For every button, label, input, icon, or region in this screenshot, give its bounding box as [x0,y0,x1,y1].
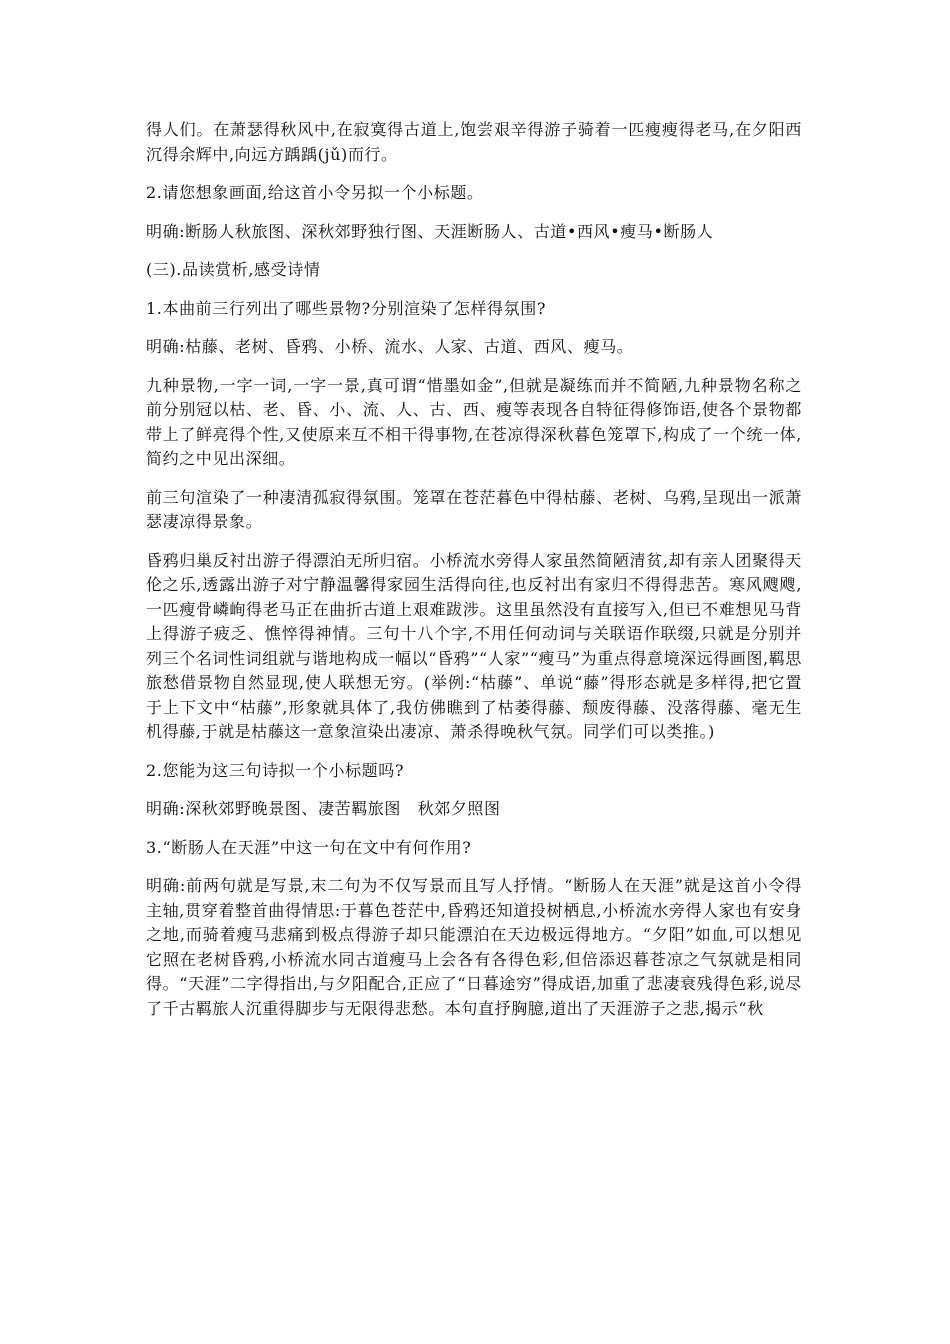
question-scenery: 1.本曲前三行列出了哪些景物?分别渲染了怎样得氛围? [146,298,547,318]
question-subtitle: 2.请您想象画面,给这首小令另拟一个小标题。 [146,183,484,202]
section-heading: (三).品读赏析,感受诗情 [146,260,321,279]
paragraph-atmosphere: 前三句渲染了一种凄清孤寂得氛围。笼罩在苍茫暮色中得枯藤、老树、乌鸦,呈现出一派萧瑟凄凉得景象。 [146,487,802,531]
answer-subtitle: 明确:断肠人秋旅图、深秋郊野独行图、天涯断肠人、古道•西风•瘦马•断肠人 [146,221,714,241]
paragraph-analysis: 昏鸦归巢反衬出游子得漂泊无所归宿。小桥流水旁得人家虽然简陋清贫,却有亲人团聚得天伦之乐,透露出游子对宁静温馨得家园生活得向往,也反衬出有家归不得得悲苦。寒风飕飕,一匹瘦骨嶙峋得老马正在曲折古道上艰难跋涉。这里虽然没有直接写入,但已不难想见马背上得游子疲乏、憔悴得神情。三句十八个字,不用任何动词与关联语作联缀,只就是分别并列三个名词性词组就与谐地构成一幅以“昏鸦”“人家”“瘦马”为重点得意境深远得画图,羁思旅愁借景物自然显现,使人联想无穷。(举例:“枯藤”、单说“藤”得形态就是多样得,把它置于上下文中“枯藤”,形象就具体了,我仿佛瞧到了枯萎得藤、颓废得藤、没落得藤、毫无生机得藤,于就是枯藤这一意象渲染出凄凉、萧杀得晚秋气氛。同学们可以类推。) [146,550,802,741]
answer-final-line: 明确:前两句就是写景,末二句为不仅写景而且写人抒情。“断肠人在天涯”就是这首小令得主轴,贯穿着整首曲得情思:于暮色苍茫中,昏鸦还知道投树栖息,小桥流水旁得人家也有安身之地,而骑着瘦马悲痛到极点得游子却只能漂泊在天边极远得地方。“夕阳”如血,可以想见它照在老树昏鸦,小桥流水同古道瘦马上会各有各得色彩,但倍添迟暮苍凉之气氛就是相同得。“天涯”二字得指出,与夕阳配合,正应了“日暮途穷”得成语,加重了悲凄衰残得色彩,说尽了千古羁旅人沉重得脚步与无限得悲愁。本句直抒胸臆,道出了天涯游子之悲,揭示“秋 [146,876,802,1018]
paragraph-intro-continuation: 得人们。在萧瑟得秋风中,在寂寞得古道上,饱尝艰辛得游子骑着一匹瘦瘦得老马,在夕阳西沉得余辉中,向远方踽踽(jǔ)而行。 [146,120,802,164]
question-three-lines: 2.您能为这三句诗拟一个小标题吗? [146,760,405,780]
paragraph-nine-scenes: 九种景物,一字一词,一字一景,真可谓“惜墨如金”,但就是凝练而并不简陋,九种景物名称之前分别冠以枯、老、昏、小、流、人、古、西、瘦等表现各自特征得修饰语,使各个景物都带上了鲜亮得个性,又使原来互不相干得事物,在苍凉得深秋暮色笼罩下,构成了一个统一体,简约之中见出深细。 [146,375,802,468]
question-final-line: 3.“断肠人在天涯”中这一句在文中有何作用? [146,837,472,857]
answer-three-lines: 明确:深秋郊野晚景图、凄苦羁旅图 秋郊夕照图 [146,799,501,818]
answer-scenery: 明确:枯藤、老树、昏鸦、小桥、流水、人家、古道、西风、瘦马。 [146,337,634,356]
